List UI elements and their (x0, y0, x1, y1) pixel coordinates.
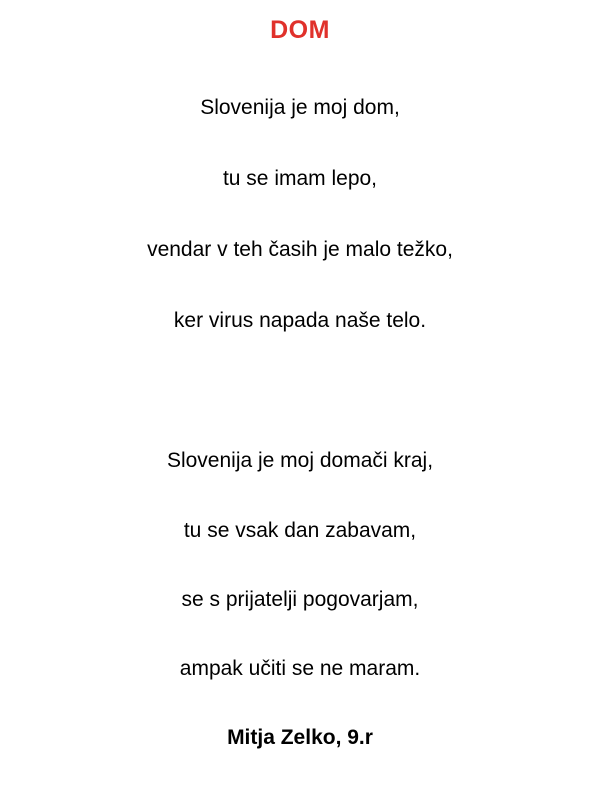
stanza2-line-2: tu se vsak dan zabavam, (183, 519, 417, 542)
stanza1-line-4: ker virus napada naše telo. (173, 309, 427, 332)
stanza1-line-2: tu se imam lepo, (222, 167, 378, 190)
poem-title: DOM (270, 16, 330, 44)
stanza2-line-3: se s prijatelji pogovarjam, (181, 588, 419, 611)
stanza2-line-4: ampak učiti se ne maram. (179, 657, 421, 680)
stanza1-line-1: Slovenija je moj dom, (200, 96, 400, 119)
stanza2-line-1: Slovenija je moj domači kraj, (166, 449, 434, 472)
stanza1-line-3: vendar v teh časih je malo težko, (147, 238, 453, 261)
poem-author: Mitja Zelko, 9.r (227, 726, 373, 749)
